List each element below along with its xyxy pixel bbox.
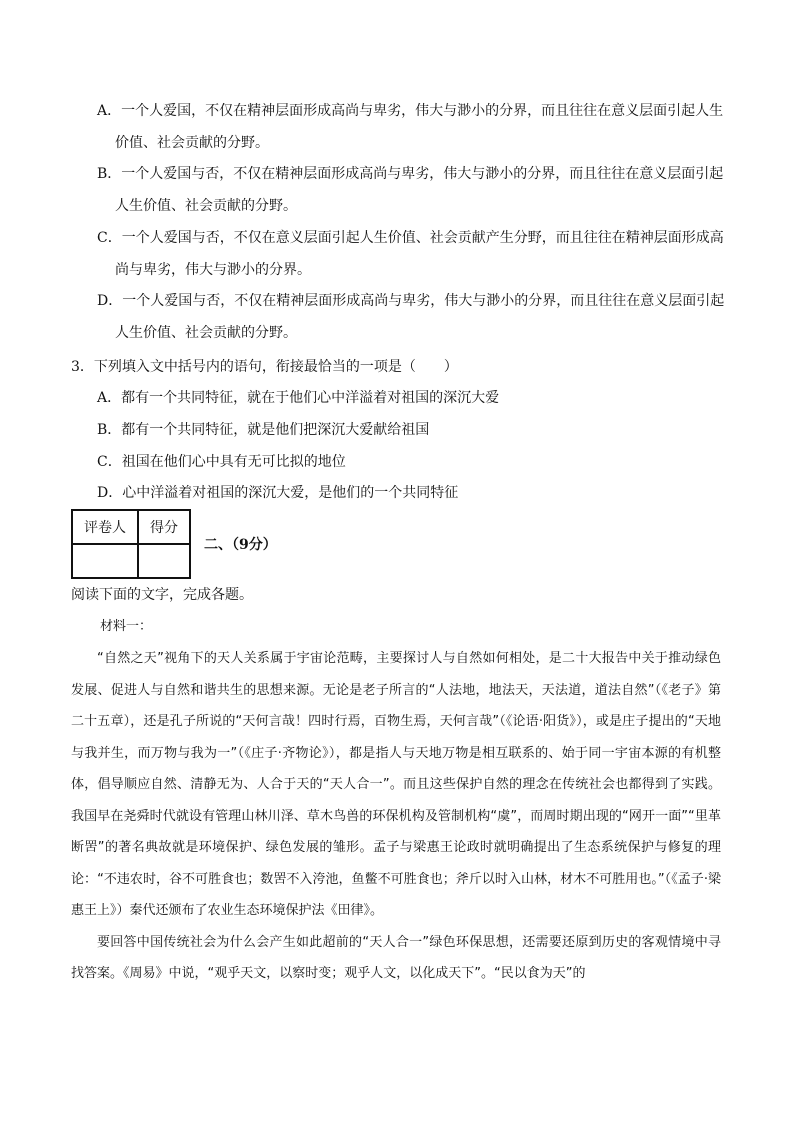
option-line: B．一个人爱国与否，不仅在精神层面形成高尚与卑劣，伟大与渺小的分界，而且往往在意义层面引起 xyxy=(97,166,724,182)
q3-option-b: B．都有一个共同特征，就是他们把深沉大爱献给祖国 xyxy=(97,422,430,438)
q2-option-b xyxy=(97,158,737,222)
option-line-cont: 尚与卑劣，伟大与渺小的分界。 xyxy=(115,262,311,278)
score-cell-grader xyxy=(72,544,138,578)
option-line: C．一个人爱国与否，不仅在意义层面引起人生价值、社会贡献产生分野，而且往往在精神层面形成高 xyxy=(97,230,724,246)
score-table xyxy=(71,509,191,579)
score-header-score: 得分 xyxy=(138,510,190,544)
score-cell-score xyxy=(138,544,190,578)
q2-option-c xyxy=(97,222,737,286)
option-line-cont: 价值、社会贡献的分野。 xyxy=(115,135,269,151)
q3-option-a: A．都有一个共同特征，就在于他们心中洋溢着对祖国的深沉大爱 xyxy=(97,390,500,406)
material-label: 材料一： xyxy=(100,619,153,634)
q2-option-d xyxy=(97,285,737,349)
material-paragraph-1: “自然之天”视角下的天人关系属于宇宙论范畴，主要探讨人与自然如何相处，是二十大报告中关于推动绿色发展、促进人与自然和谐共生的思想来源。无论是老子所言的“人法地，地法天，天法道，道法自然”（《老子》第二十五章），还是孔子所说的“天何言哉！四时行焉，百物生焉，天何言哉”（《论语·阳货》），或是庄子提出的“天地与我并生，而万物与我为一”（《庄子·齐物论》），都是指人与天地万物是相互联系的、始于同一宇宙本源的有机整体，倡导顺应自然、清静无为、人合于天的“天人合一”。而且这些保护自然的理念在传统社会也都得到了实践。我国早在尧舜时代就设有管理山林川泽、草木鸟兽的环保机构及管制机构“虞”，而周时期出现的“网开一面”“里革断罟”的著名典故就是环境保护、绿色发展的雏形。孟子与梁惠王论政时就明确提出了生态系统保护与修复的理论：“不违农时，谷不可胜食也；数罟不入洿池，鱼鳖不可胜食也；斧斤以时入山林，材木不可胜用也。”（《孟子·梁惠王上》）秦代还颁布了农业生态环境保护法《田律》。 xyxy=(71,651,721,918)
option-line: D．一个人爱国与否，不仅在精神层面形成高尚与卑劣，伟大与渺小的分界，而且往往在意义层面引起 xyxy=(97,293,725,309)
q2-option-a xyxy=(97,95,737,159)
option-line-cont: 人生价值、社会贡献的分野。 xyxy=(115,198,297,214)
section-title: 二、（9分） xyxy=(204,537,277,553)
option-line: A．一个人爱国，不仅在精神层面形成高尚与卑劣，伟大与渺小的分界，而且往往在意义层面引起人生 xyxy=(97,103,724,119)
material-body xyxy=(71,643,721,990)
instruction: 阅读下面的文字，完成各题。 xyxy=(71,587,253,603)
q3-option-d: D．心中洋溢着对祖国的深沉大爱，是他们的一个共同特征 xyxy=(97,485,459,501)
score-header-grader: 评卷人 xyxy=(72,510,138,544)
q3-option-c: C．祖国在他们心中具有无可比拟的地位 xyxy=(97,454,346,470)
material-paragraph-2: 要回答中国传统社会为什么会产生如此超前的“天人合一”绿色环保思想，还需要还原到历史的客观情境中寻找答案。《周易》中说，“观乎天文，以察时变；观乎人文，以化成天下”。“民以食为天”的 xyxy=(71,934,721,981)
q3-stem: 3．下列填入文中括号内的语句，衔接最恰当的一项是（ ） xyxy=(71,359,458,375)
option-line-cont: 人生价值、社会贡献的分野。 xyxy=(115,325,297,341)
